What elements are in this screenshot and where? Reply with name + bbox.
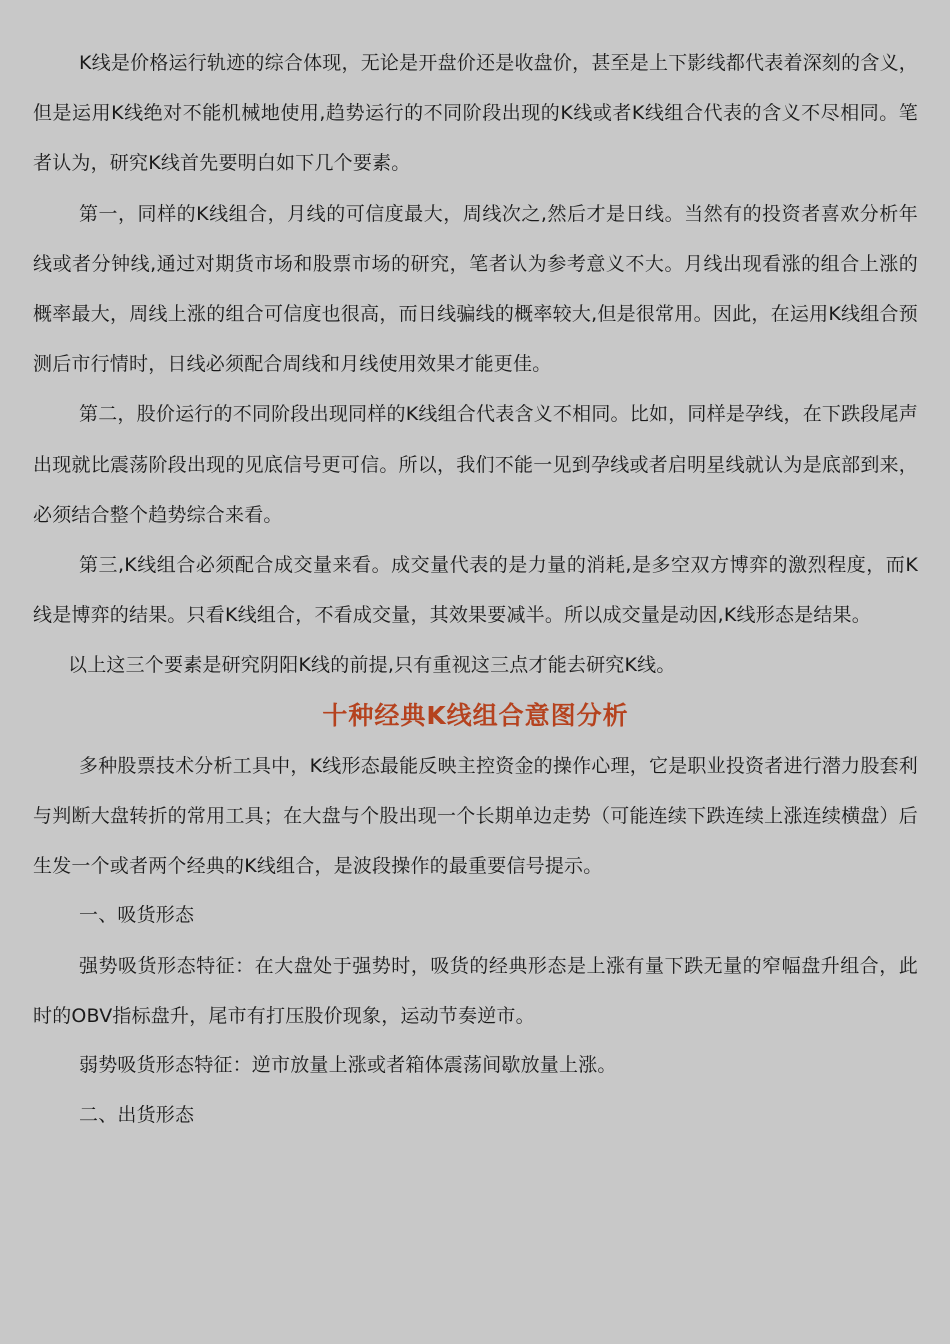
heading-accumulation-pattern: 一、吸货形态 <box>79 904 195 927</box>
paragraph-element-two: 第二，股价运行的不同阶段出现同样的K线组合代表含义不相同。比如，同样是孕线，在下跌段尾声出现就比震荡阶段出现的见底信号更可信。所以，我们不能一见到孕线或者启明星线就认为是底部到来，必须结合整个趋势综合来看。 <box>33 403 918 526</box>
paragraph-strong-accumulation: 强势吸货形态特征：在大盘处于强势时，吸货的经典形态是上涨有量下跌无量的窄幅盘升组合，此时的OBV指标盘升，尾市有打压股价现象，运动节奏逆市。 <box>33 954 918 1027</box>
document-body <box>33 38 918 1140</box>
paragraph-summary: 以上这三个要素是研究阴阳K线的前提,只有重视这三点才能去研究K线。 <box>68 654 676 677</box>
section-title: 十种经典K线组合意图分析 <box>322 700 629 730</box>
paragraph-element-three: 第三,K线组合必须配合成交量来看。成交量代表的是力量的消耗,是多空双方博弈的激烈程度，而K线是博弈的结果。只看K线组合，不看成交量，其效果要减半。所以成交量是动因,K线形态是结果。 <box>33 554 918 627</box>
paragraph-intro: 多种股票技术分析工具中，K线形态最能反映主控资金的操作心理，它是职业投资者进行潜力股套利与判断大盘转折的常用工具；在大盘与个股出现一个长期单边走势（可能连续下跌连续上涨连续横盘）后生发一个或者两个经典的K线组合，是波段操作的最重要信号提示。 <box>33 754 918 878</box>
paragraph-weak-accumulation: 弱势吸货形态特征：逆市放量上涨或者箱体震荡间歇放量上涨。 <box>79 1054 617 1077</box>
heading-distribution-pattern: 二、出货形态 <box>79 1103 195 1126</box>
paragraph-k-line-overview: K线是价格运行轨迹的综合体现，无论是开盘价还是收盘价，甚至是上下影线都代表着深刻的含义，但是运用K线绝对不能机械地使用,趋势运行的不同阶段出现的K线或者K线组合代表的含义不尽相同。笔者认为，研究K线首先要明白如下几个要素。 <box>33 52 918 175</box>
paragraph-element-one: 第一，同样的K线组合，月线的可信度最大，周线次之,然后才是日线。当然有的投资者喜欢分析年线或者分钟线,通过对期货市场和股票市场的研究，笔者认为参考意义不大。月线出现看涨的组合上涨的概率最大，周线上涨的组合可信度也很高，而日线骗线的概率较大,但是很常用。因此，在运用K线组合预测后市行情时，日线必须配合周线和月线使用效果才能更佳。 <box>33 202 918 376</box>
